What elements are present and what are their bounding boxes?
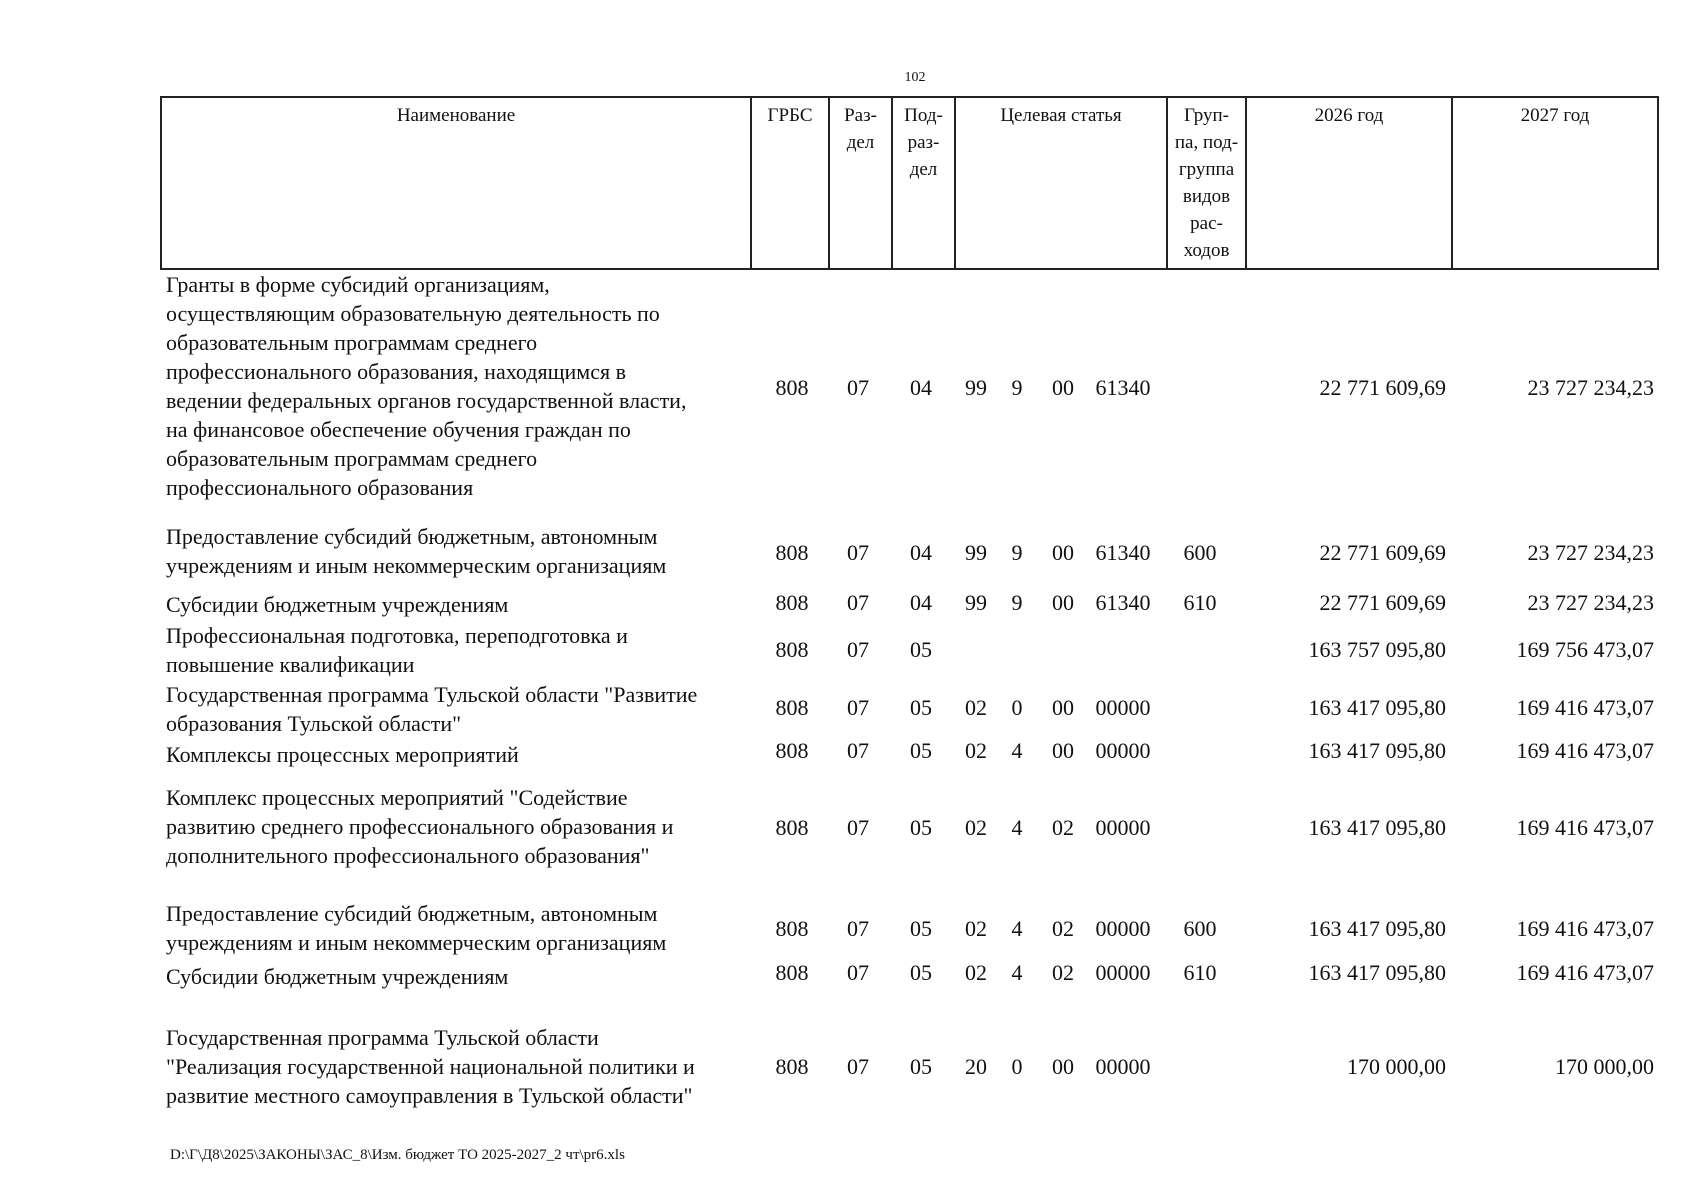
row-podrazdel: 05 [910,637,932,662]
page-number: 102 [904,70,926,85]
row-razdel: 07 [847,738,869,763]
row-grbs: 808 [775,815,809,840]
header-grbs: ГРБС [751,97,829,269]
row-y2027: 169 416 473,07 [1516,916,1654,941]
row-vr: 600 [1183,540,1217,565]
row-y2027: 170 000,00 [1555,1054,1654,1079]
row-cs4: 61340 [1095,590,1151,615]
row-cs1: 02 [965,815,987,840]
row-cs4: 00000 [1095,916,1151,941]
row-y2026: 22 771 609,69 [1319,590,1446,615]
row-podrazdel: 04 [910,540,932,565]
row-y2027: 23 727 234,23 [1527,375,1654,400]
header-2026: 2026 год [1246,97,1452,269]
row-cs2: 9 [1011,540,1023,565]
row-y2026: 22 771 609,69 [1319,540,1446,565]
row-grbs: 808 [775,590,809,615]
row-razdel: 07 [847,590,869,615]
row-cs1: 99 [965,590,987,615]
row-razdel: 07 [847,1054,869,1079]
row-podrazdel: 05 [910,695,932,720]
header-2027: 2027 год [1452,97,1658,269]
row-grbs: 808 [775,1054,809,1079]
row-razdel: 07 [847,375,869,400]
row-cs2: 9 [1011,590,1023,615]
row-y2026: 163 757 095,80 [1308,637,1446,662]
row-y2027: 169 756 473,07 [1516,637,1654,662]
row-name: Субсидии бюджетным учреждениям [166,592,509,617]
row-razdel: 07 [847,540,869,565]
row-name: Комплекс процессных мероприятий "Содействие развитию среднего профессионального образования и дополнительного профессионального образования" [166,785,674,868]
row-cs3: 02 [1052,815,1074,840]
row-cs3: 00 [1052,590,1074,615]
footer-file-path: D:\Г\Д8\2025\ЗАКОНЫ\ЗАС_8\Изм. бюджет ТО 2025-2027_2 чт\pr6.xls [170,1147,625,1163]
row-grbs: 808 [775,738,809,763]
row-cs1: 20 [965,1054,987,1079]
row-grbs: 808 [775,695,809,720]
row-cs4: 00000 [1095,738,1151,763]
row-name: Гранты в форме субсидий организациям, осуществляющим образовательную деятельность по образовательным программам среднего профессионального образования, находящимся в ведении федеральных органов государственной власти, на финансовое обеспечение обучения граждан по образовательным программам среднего профессионального образования [166,272,687,500]
row-cs3: 02 [1052,960,1074,985]
row-cs4: 00000 [1095,1054,1151,1079]
row-razdel: 07 [847,960,869,985]
row-name: Профессиональная подготовка, переподготовка и повышение квалификации [166,623,628,677]
row-y2027: 169 416 473,07 [1516,738,1654,763]
row-y2027: 23 727 234,23 [1527,540,1654,565]
row-podrazdel: 05 [910,1054,932,1079]
row-podrazdel: 04 [910,590,932,615]
row-y2026: 170 000,00 [1347,1054,1446,1079]
row-cs1: 02 [965,695,987,720]
row-cs1: 02 [965,738,987,763]
row-name: Предоставление субсидий бюджетным, автономным учреждениям и иным некоммерческим организациям [166,901,667,955]
row-podrazdel: 05 [910,960,932,985]
row-y2027: 169 416 473,07 [1516,815,1654,840]
row-cs4: 61340 [1095,375,1151,400]
row-cs3: 00 [1052,375,1074,400]
row-cs2: 0 [1011,1054,1023,1079]
row-vr: 610 [1183,960,1217,985]
row-name: Комплексы процессных мероприятий [166,742,519,767]
row-y2027: 169 416 473,07 [1516,695,1654,720]
row-podrazdel: 05 [910,738,932,763]
row-grbs: 808 [775,960,809,985]
row-y2026: 22 771 609,69 [1319,375,1446,400]
row-cs3: 00 [1052,695,1074,720]
row-y2026: 163 417 095,80 [1308,815,1446,840]
row-name: Государственная программа Тульской области "Реализация государственной национальной политики и развитие местного самоуправления в Тульской области" [166,1025,695,1108]
row-name: Субсидии бюджетным учреждениям [166,964,509,989]
row-razdel: 07 [847,815,869,840]
row-razdel: 07 [847,916,869,941]
header-name: Наименование [161,97,751,269]
row-y2026: 163 417 095,80 [1308,695,1446,720]
row-y2026: 163 417 095,80 [1308,738,1446,763]
row-cs2: 4 [1011,916,1023,941]
row-podrazdel: 05 [910,916,932,941]
row-vr: 600 [1183,916,1217,941]
row-vr: 610 [1183,590,1217,615]
row-cs4: 61340 [1095,540,1151,565]
header-podrazdel: Под- раз- дел [892,97,955,269]
header-group: Груп- па, под- группа видов рас- ходов [1167,97,1246,269]
row-cs1: 99 [965,375,987,400]
row-cs4: 00000 [1095,960,1151,985]
row-cs2: 4 [1011,960,1023,985]
row-grbs: 808 [775,637,809,662]
row-y2026: 163 417 095,80 [1308,960,1446,985]
row-cs1: 99 [965,540,987,565]
row-name: Предоставление субсидий бюджетным, автономным учреждениям и иным некоммерческим организациям [166,524,667,578]
row-cs4: 00000 [1095,695,1151,720]
row-y2027: 23 727 234,23 [1527,590,1654,615]
row-grbs: 808 [775,375,809,400]
header-target: Целевая статья [955,97,1167,269]
row-cs2: 4 [1011,738,1023,763]
row-cs1: 02 [965,916,987,941]
row-y2026: 163 417 095,80 [1308,916,1446,941]
row-cs2: 9 [1011,375,1023,400]
row-cs3: 00 [1052,738,1074,763]
row-grbs: 808 [775,540,809,565]
row-grbs: 808 [775,916,809,941]
row-razdel: 07 [847,637,869,662]
row-podrazdel: 04 [910,375,932,400]
row-podrazdel: 05 [910,815,932,840]
header-razdel: Раз- дел [829,97,892,269]
row-cs2: 4 [1011,815,1023,840]
row-y2027: 169 416 473,07 [1516,960,1654,985]
row-cs3: 00 [1052,540,1074,565]
row-cs3: 02 [1052,916,1074,941]
row-name: Государственная программа Тульской области "Развитие образования Тульской области" [166,682,698,736]
row-cs1: 02 [965,960,987,985]
row-cs4: 00000 [1095,815,1151,840]
row-razdel: 07 [847,695,869,720]
row-cs2: 0 [1011,695,1023,720]
row-cs3: 00 [1052,1054,1074,1079]
